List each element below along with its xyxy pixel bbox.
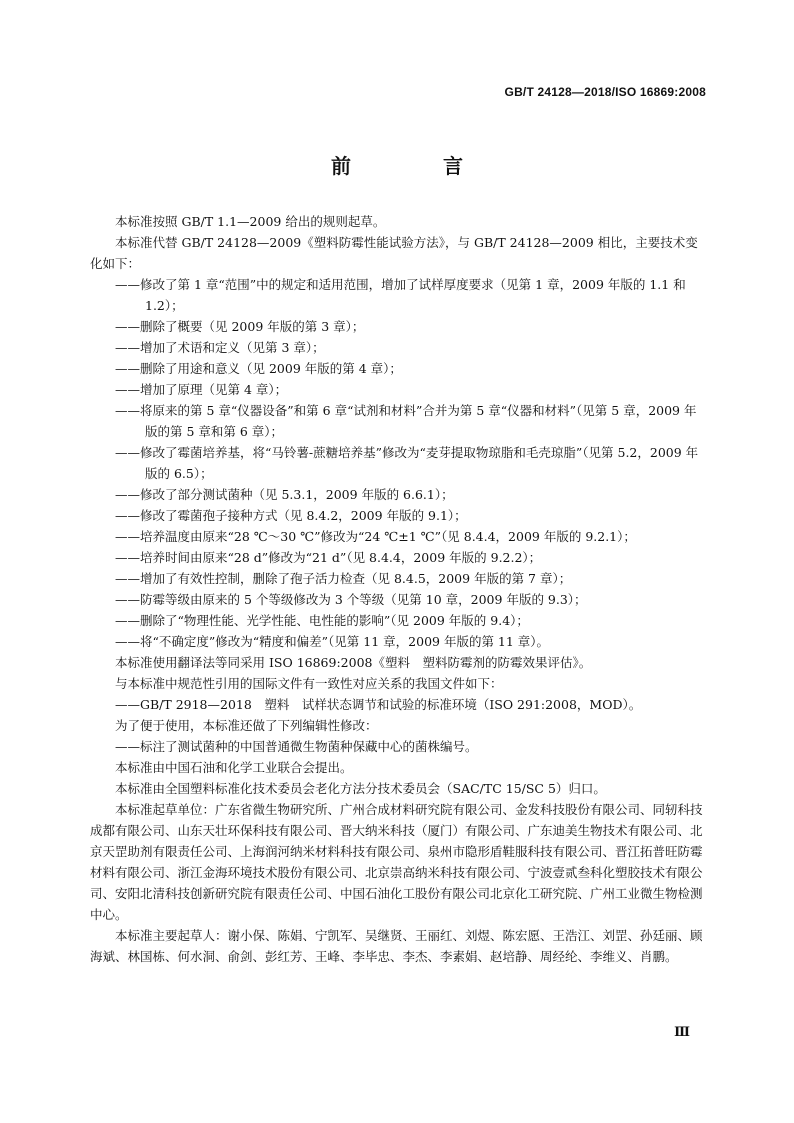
- paragraph: 与本标准中规范性引用的国际文件有一致性对应关系的我国文件如下：: [115, 676, 503, 691]
- change-list-item: ——修改了第 1 章“范围”中的规定和适用范围，增加了试样厚度要求（见第 1 章，2009 年版的 1.1 和 1.2）；: [115, 277, 686, 313]
- page-number: Ⅲ: [674, 1024, 690, 1039]
- paragraph: ——GB/T 2918—2018 塑料 试样状态调节和试验的标准环境（ISO 291:2008，MOD）。: [115, 697, 642, 712]
- change-list-item: ——修改了部分测试菌种（见 5.3.1，2009 年版的 6.6.1）；: [115, 487, 454, 502]
- paragraph: 本标准由全国塑料标准化技术委员会老化方法分技术委员会（SAC/TC 15/SC 5）归口。: [115, 781, 606, 796]
- change-list-item: ——删除了概要（见 2009 年版的第 3 章）；: [115, 319, 365, 334]
- change-list-item: ——培养时间由原来“28 d”修改为“21 d”（见 8.4.4，2009 年版的 9.2.2）；: [115, 550, 542, 565]
- paragraph: 本标准由中国石油和化学工业联合会提出。: [115, 760, 353, 775]
- paragraph: 本标准代替 GB/T 24128—2009《塑料防霉性能试验方法》，与 GB/T 24128—2009 相比，主要技术变化如下：: [90, 235, 698, 271]
- paragraph: ——标注了测试菌种的中国普通微生物菌种保藏中心的菌株编号。: [115, 739, 478, 754]
- paragraph: 本标准起草单位：广东省微生物研究所、广州合成材料研究院有限公司、金发科技股份有限公司、同轫科技成都有限公司、山东天壮环保科技有限公司、晋大纳米科技（厦门）有限公司、广东迪美生物技术有限公司、北京天罡助剂有限责任公司、上海润河纳米材料科技有限公司、泉州市隐形盾鞋服科技有限公司、晋江拓普旺防霉材料有限公司、浙江金海环境技术股份有限公司、北京崇高纳米科技有限公司、宁波壹贰叁科化塑胶技术有限公司、安阳北清科技创新研究院有限责任公司、中国石油化工股份有限公司北京化工研究院、广州工业微生物检测中心。: [90, 802, 703, 922]
- change-list-item: ——增加了术语和定义（见第 3 章）；: [115, 340, 325, 355]
- change-list-item: ——删除了用途和意义（见 2009 年版的第 4 章）；: [115, 361, 402, 376]
- change-list-item: ——修改了霉菌培养基，将“马铃薯-蔗糖培养基”修改为“麦芽提取物琼脂和毛壳琼脂”（见第 5.2，2009 年版的 6.5）；: [115, 445, 699, 481]
- change-list-item: ——将原来的第 5 章“仪器设备”和第 6 章“试剂和材料”合并为第 5 章“仪器和材料”（见第 5 章，2009 年版的第 5 章和第 6 章）；: [115, 403, 697, 439]
- change-list-item: ——培养温度由原来“28 ℃～30 ℃”修改为“24 ℃±1 ℃”（见 8.4.4，2009 年版的 9.2.1）；: [115, 529, 636, 544]
- change-list-item: ——增加了原理（见第 4 章）；: [115, 382, 288, 397]
- change-list-item: ——将“不确定度”修改为“精度和偏差”（见第 11 章，2009 年版的第 11 章）。: [115, 634, 550, 649]
- change-list-item: ——防霉等级由原来的 5 个等级修改为 3 个等级（见第 10 章，2009 年版的 9.3）；: [115, 592, 587, 607]
- foreword-body: [90, 211, 708, 967]
- paragraph: 为了便于使用，本标准还做了下列编辑性修改：: [115, 718, 378, 733]
- paragraph: 本标准按照 GB/T 1.1—2009 给出的规则起草。: [115, 214, 386, 229]
- standard-code-header: GB/T 24128—2018/ISO 16869:2008: [504, 85, 706, 99]
- change-list-item: ——修改了霉菌孢子接种方式（见 8.4.2，2009 年版的 9.1）；: [115, 508, 467, 523]
- page-title: 前 言: [331, 154, 499, 178]
- paragraph: 本标准主要起草人：谢小保、陈娟、宁凯军、吴继贤、王丽红、刘煜、陈宏愿、王浩江、刘罡、孙廷丽、顾海斌、林国栋、何水洞、俞剑、彭红芳、王峰、李毕忠、李杰、李素娟、赵培静、周经纶、李维义、肖鹏。: [90, 928, 703, 964]
- change-list-item: ——增加了有效性控制，删除了孢子活力检查（见 8.4.5，2009 年版的第 7 章）；: [115, 571, 572, 586]
- paragraph: 本标准使用翻译法等同采用 ISO 16869:2008《塑料 塑料防霉剂的防霉效果评估》。: [115, 655, 592, 670]
- change-list-item: ——删除了“物理性能、光学性能、电性能的影响”（见 2009 年版的 9.4）；: [115, 613, 529, 628]
